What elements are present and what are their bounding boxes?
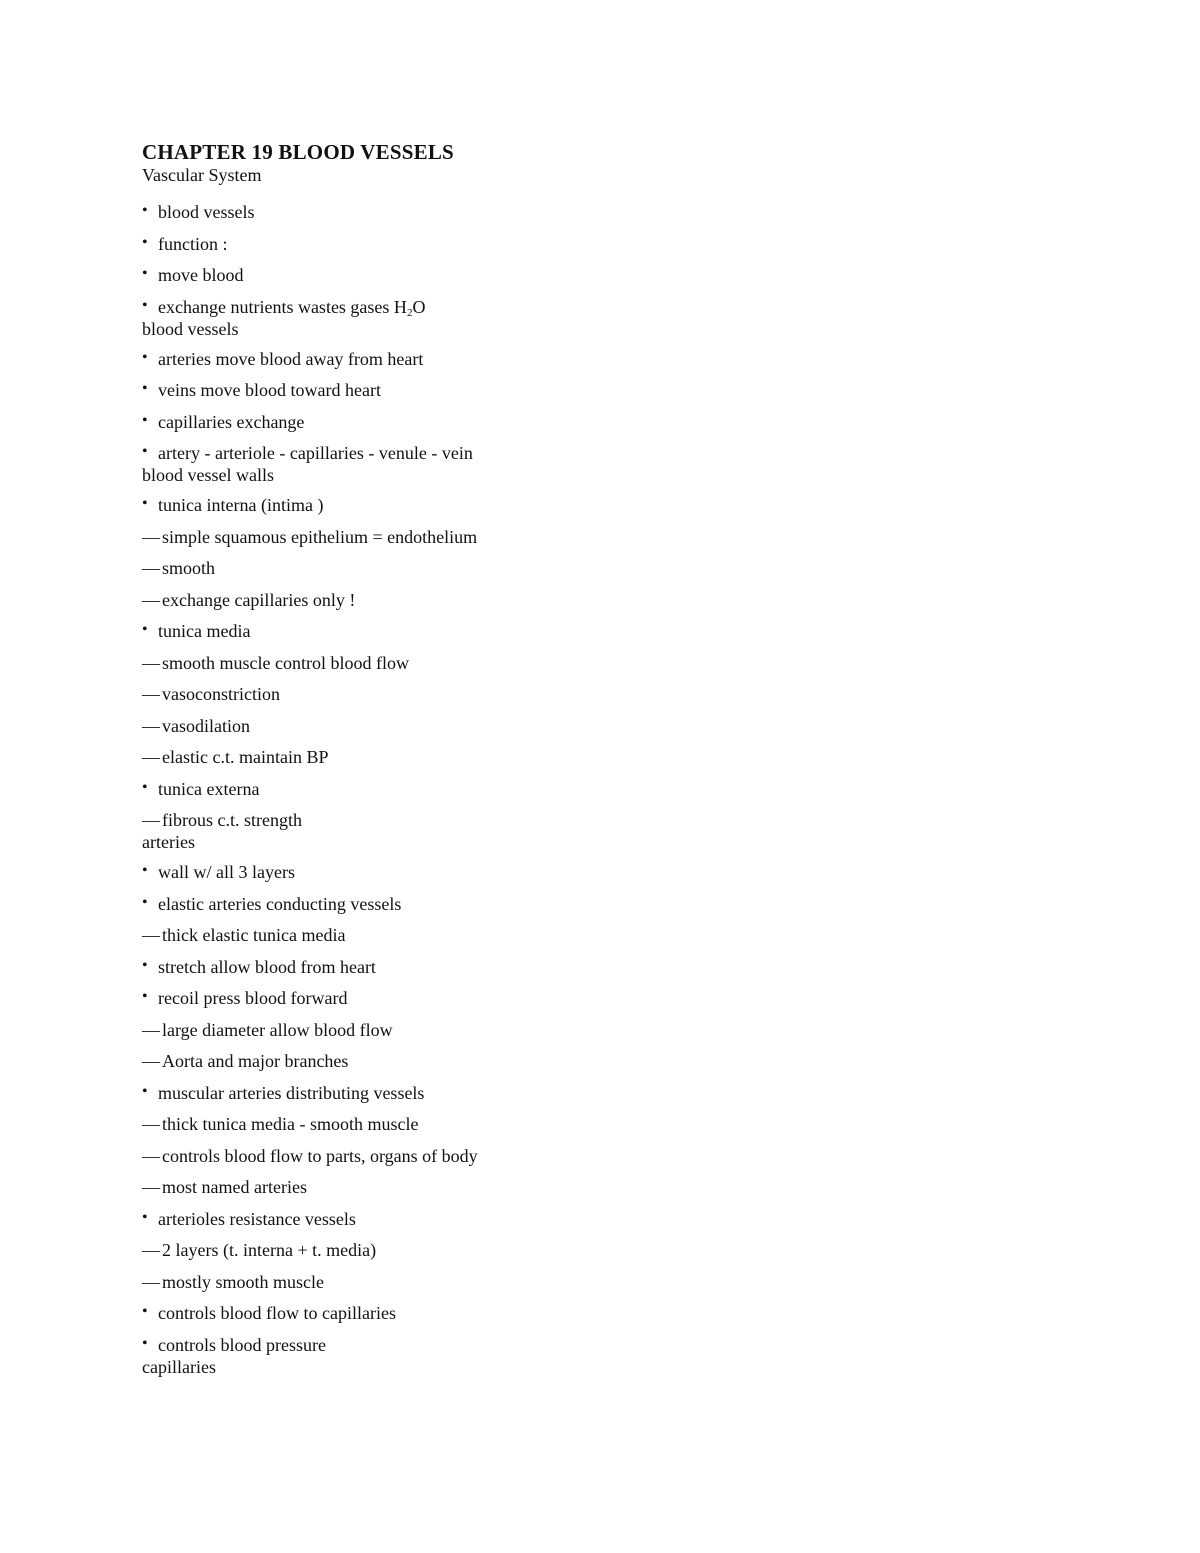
item-text: thick tunica media - smooth muscle [162,1114,419,1134]
dash-marker: — [142,715,160,736]
dash-item [142,1146,702,1178]
item-text: controls blood flow to parts, organs of body [162,1145,478,1166]
bullet-item [142,621,702,653]
bullet-marker: • [142,348,148,366]
bullet-item [142,1303,702,1335]
dash-marker: — [142,810,160,830]
dash-marker: — [142,684,160,704]
dash-item [142,653,702,685]
dash-item [142,527,702,559]
bullet-item [142,234,702,266]
dash-item [142,1020,702,1052]
item-text: large diameter allow blood flow [162,1019,393,1040]
dash-marker: — [142,1240,160,1260]
item-text: wall w/ all 3 layers [158,862,295,882]
item-text: elastic c.t. maintain BP [162,747,329,767]
section-heading: blood vessels [142,318,239,339]
bullet-item [142,412,702,444]
dash-marker: — [142,652,160,673]
bullet-item [142,862,702,894]
dash-item [142,590,702,622]
item-text: arteries move blood away from heart [158,348,424,369]
item-text: muscular arteries distributing vessels [158,1082,425,1103]
item-text: controls blood flow to capillaries [158,1303,396,1323]
dash-marker: — [142,589,160,610]
bullet-item [142,380,702,412]
item-text: simple squamous epithelium = endothelium [162,526,478,547]
dash-marker: — [142,747,160,767]
bullet-marker: • [142,988,148,1005]
dash-item [142,747,702,779]
item-text: mostly smooth muscle [162,1271,324,1292]
bullet-marker: • [142,956,148,974]
bullet-marker: • [142,380,148,397]
bullet-marker: • [142,495,148,512]
dash-item [142,1272,702,1304]
dash-marker: — [142,526,160,547]
dash-item [142,1051,702,1083]
dash-item [142,558,702,590]
item-text: tunica interna (intima ) [158,495,324,515]
item-text: fibrous c.t. strength [162,810,302,830]
bullet-marker: • [142,1303,148,1320]
section-heading: arteries [142,832,195,852]
dash-marker: — [142,1145,160,1166]
item-text: tunica media [158,621,251,641]
bullet-item [142,1209,702,1241]
bullet-marker: • [142,1208,148,1226]
bullet-marker: • [142,443,148,460]
item-text: vasoconstriction [162,684,280,704]
dash-marker: — [142,925,160,945]
item-text: stretch allow blood from heart [158,956,376,977]
dash-marker: — [142,1051,160,1071]
chapter-title: CHAPTER 19 BLOOD VESSELS [142,140,454,164]
bullet-marker: • [142,621,148,638]
bullet-marker: • [142,265,148,282]
bullet-marker: • [142,411,148,429]
bullet-item [142,957,702,989]
bullet-item [142,495,702,527]
bullet-marker: • [142,1082,148,1100]
chapter-subtitle: Vascular System [142,165,262,185]
item-text: Aorta and major branches [162,1051,349,1071]
item-text: veins move blood toward heart [158,380,381,400]
item-text: most named arteries [162,1177,307,1197]
dash-marker: — [142,1271,160,1292]
item-text: capillaries exchange [158,411,305,432]
bullet-item [142,988,702,1020]
item-text: arterioles resistance vessels [158,1208,356,1229]
dash-item [142,1240,702,1272]
bullet-marker: • [142,1334,148,1352]
bullet-item [142,894,702,926]
bullet-item [142,1083,702,1115]
item-text: controls blood pressure [158,1334,326,1355]
section-heading: capillaries [142,1356,216,1377]
item-text: elastic arteries conducting vessels [158,893,402,914]
item-text: move blood [158,265,244,285]
item-text: function : [158,233,228,254]
dash-marker: — [142,1177,160,1197]
item-text: blood vessels [158,202,255,222]
item-text: vasodilation [162,715,250,736]
dash-marker: — [142,1114,160,1134]
bullet-item [142,349,702,381]
bullet-item [142,1335,702,1357]
dash-item [142,1177,702,1209]
bullet-marker: • [142,296,148,314]
dash-item [142,1114,702,1146]
item-text: exchange capillaries only ! [162,589,356,610]
bullet-item [142,779,702,811]
dash-item [142,925,702,957]
bullet-marker: • [142,233,148,251]
item-text: tunica externa [158,778,260,799]
item-text: exchange nutrients wastes gases H2O [158,296,426,319]
section-heading: blood vessel walls [142,465,274,485]
dash-item [142,684,702,716]
item-text: artery - arteriole - capillaries - venule - vein [158,443,473,463]
dash-marker: — [142,1019,160,1040]
bullet-marker: • [142,893,148,911]
item-text: thick elastic tunica media [162,925,346,945]
item-text: recoil press blood forward [158,988,348,1008]
bullet-item [142,297,702,319]
bullet-marker: • [142,862,148,879]
outline-list [142,202,702,1387]
dash-item [142,716,702,748]
bullet-marker: • [142,778,148,796]
bullet-marker: • [142,202,148,219]
bullet-item [142,265,702,297]
dash-item [142,810,702,832]
item-text: smooth [162,558,216,578]
bullet-item [142,443,702,465]
bullet-item [142,202,702,234]
item-text: smooth muscle control blood flow [162,652,409,673]
item-text: 2 layers (t. interna + t. media) [162,1240,377,1260]
dash-marker: — [142,558,160,578]
document-page [142,140,702,1387]
